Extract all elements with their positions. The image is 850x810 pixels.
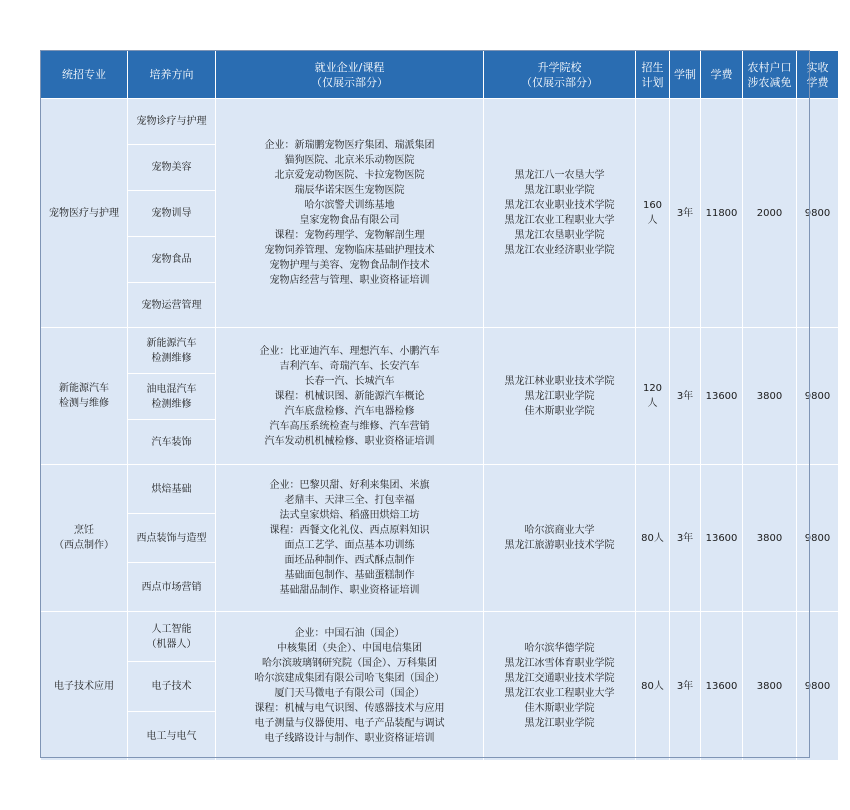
- rural-cell: 3800: [743, 328, 797, 465]
- direction-cell: 西点装饰与造型: [128, 514, 216, 563]
- header-major: 统招专业: [41, 51, 128, 99]
- major-cell: 烹饪 （西点制作）: [41, 465, 128, 612]
- enrollment-table: [40, 50, 839, 761]
- header-tuition: 学费: [701, 51, 743, 99]
- years-cell: 3年: [670, 612, 701, 761]
- direction-cell: 宠物运营管理: [128, 283, 216, 328]
- colleges-cell: 黑龙江八一农垦大学 黑龙江职业学院 黑龙江农业职业技术学院 黑龙江农业工程职业大学 黑龙江农垦职业学院 黑龙江农业经济职业学院: [484, 99, 636, 328]
- direction-cell: 新能源汽车 检测维修: [128, 328, 216, 374]
- colleges-cell: 哈尔滨华德学院 黑龙江冰雪体育职业学院 黑龙江交通职业技术学院 黑龙江农业工程职业大学 佳木斯职业学院 黑龙江职业学院: [484, 612, 636, 761]
- years-cell: 3年: [670, 99, 701, 328]
- colleges-cell: 哈尔滨商业大学 黑龙江旅游职业技术学院: [484, 465, 636, 612]
- companies-cell: 企业：中国石油（国企） 中核集团（央企）、中国电信集团 哈尔滨玻璃钢研究院（国企）、万科集团 哈尔滨建成集团有限公司哈飞集团（国企） 厦门天马微电子有限公司（国企） 课程：机械与电气识图、传感器技术与应用 电子测量与仪器使用、电子产品装配与调试 电子线路设计与制作、职业资格证培训: [216, 612, 484, 761]
- rural-cell: 3800: [743, 465, 797, 612]
- major-cell: 新能源汽车 检测与维修: [41, 328, 128, 465]
- tuition-cell: 11800: [701, 99, 743, 328]
- companies-cell: 企业：巴黎贝甜、好利来集团、米旗 老鼎丰、天津三全、打包幸福 法式皇家烘焙、稻盛田烘焙工坊 课程：西餐文化礼仪、西点原料知识 面点工艺学、面点基本功训练 面坯品种制作、西式酥点制作 基础面包制作、基础蛋糕制作 基础甜品制作、职业资格证培训: [216, 465, 484, 612]
- direction-cell: 西点市场营销: [128, 563, 216, 612]
- direction-cell: 宠物食品: [128, 237, 216, 283]
- header-colleges: 升学院校 （仅展示部分）: [484, 51, 636, 99]
- companies-cell: 企业：新瑞鹏宠物医疗集团、瑞派集团 猫狗医院、北京米乐动物医院 北京爱宠动物医院、卡拉宠物医院 瑞辰华诺宋医生宠物医院 哈尔滨警犬训练基地 皇家宠物食品有限公司 课程：宠物药理学、宠物解剖生理 宠物饲养管理、宠物临床基础护理技术 宠物护理与美容、宠物食品制作技术 宠物店经营与管理、职业资格证培训: [216, 99, 484, 328]
- plan-cell: 80人: [636, 465, 670, 612]
- table-row: [41, 465, 839, 514]
- direction-cell: 人工智能 （机器人）: [128, 612, 216, 662]
- header-companies: 就业企业/课程 （仅展示部分）: [216, 51, 484, 99]
- header-plan: 招生 计划: [636, 51, 670, 99]
- header-years: 学制: [670, 51, 701, 99]
- rural-cell: 3800: [743, 612, 797, 761]
- direction-cell: 电工与电气: [128, 712, 216, 761]
- major-cell: 电子技术应用: [41, 612, 128, 761]
- tuition-cell: 13600: [701, 328, 743, 465]
- major-cell: 宠物医疗与护理: [41, 99, 128, 328]
- companies-cell: 企业：比亚迪汽车、理想汽车、小鹏汽车 吉利汽车、奇瑞汽车、长安汽车 长春一汽、长城汽车 课程：机械识图、新能源汽车概论 汽车底盘检修、汽车电器检修 汽车高压系统检查与维修、汽车营销 汽车发动机机械检修、职业资格证培训: [216, 328, 484, 465]
- rural-cell: 2000: [743, 99, 797, 328]
- header-rural: 农村户口 涉农减免: [743, 51, 797, 99]
- tuition-cell: 13600: [701, 612, 743, 761]
- direction-cell: 宠物美容: [128, 145, 216, 191]
- direction-cell: 宠物训导: [128, 191, 216, 237]
- colleges-cell: 黑龙江林业职业技术学院 黑龙江职业学院 佳木斯职业学院: [484, 328, 636, 465]
- years-cell: 3年: [670, 328, 701, 465]
- direction-cell: 油电混汽车 检测维修: [128, 374, 216, 420]
- tuition-cell: 13600: [701, 465, 743, 612]
- actual-cell: 9800: [797, 328, 839, 465]
- table-row: [41, 99, 839, 145]
- header-actual: 实收 学费: [797, 51, 839, 99]
- direction-cell: 电子技术: [128, 662, 216, 712]
- direction-cell: 宠物诊疗与护理: [128, 99, 216, 145]
- plan-cell: 80人: [636, 612, 670, 761]
- table-row: [41, 328, 839, 374]
- header-direction: 培养方向: [128, 51, 216, 99]
- actual-cell: 9800: [797, 99, 839, 328]
- actual-cell: 9800: [797, 612, 839, 761]
- years-cell: 3年: [670, 465, 701, 612]
- plan-cell: 160人: [636, 99, 670, 328]
- plan-cell: 120人: [636, 328, 670, 465]
- header-row: [41, 51, 839, 99]
- table-row: [41, 612, 839, 662]
- direction-cell: 烘焙基础: [128, 465, 216, 514]
- actual-cell: 9800: [797, 465, 839, 612]
- direction-cell: 汽车装饰: [128, 420, 216, 465]
